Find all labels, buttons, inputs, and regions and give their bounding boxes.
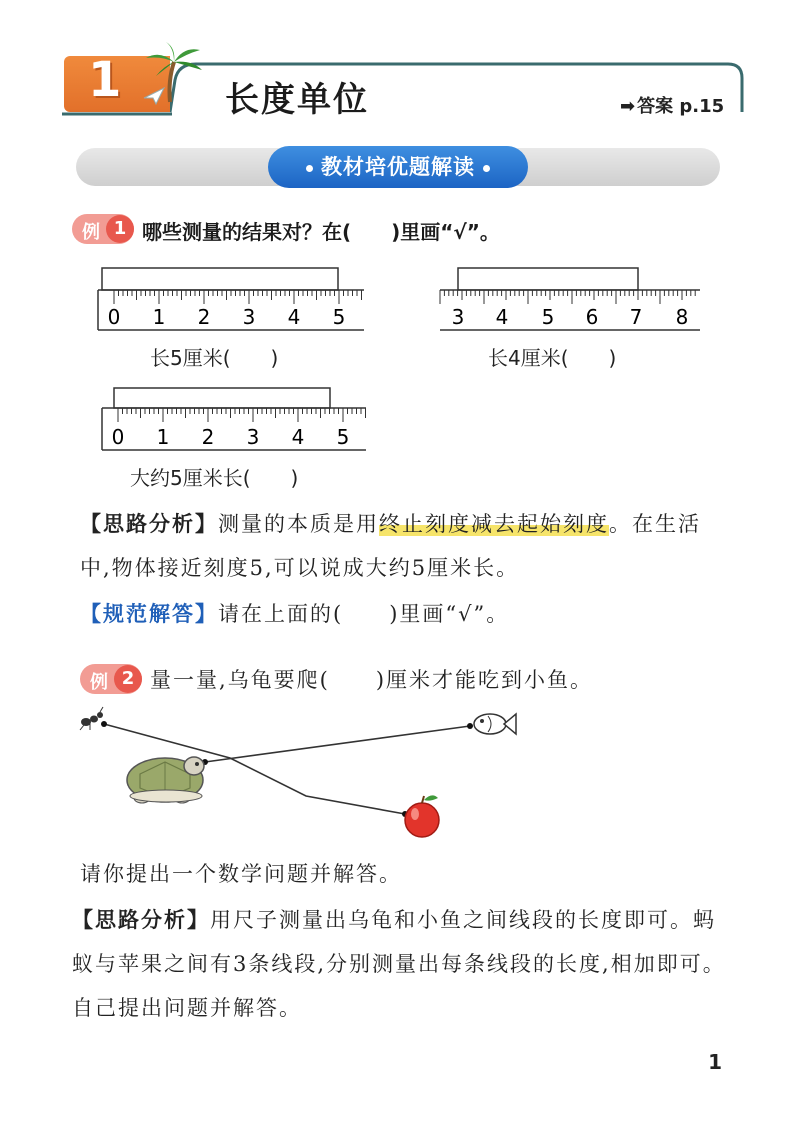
- ruler-tick-label: 8: [675, 305, 689, 329]
- ruler-tick-label: 0: [111, 425, 125, 449]
- analysis-label: 【思路分析】: [80, 512, 218, 536]
- turtle-fish-segment: [205, 726, 470, 762]
- answer-reference: [620, 92, 724, 118]
- fish-icon: [474, 714, 516, 734]
- example-label: 例: [90, 672, 108, 693]
- example-2-tag: [80, 664, 142, 694]
- ruler-2-labels: [452, 305, 689, 329]
- ruler-tick-label: 4: [291, 425, 305, 449]
- ruler-tick-label: 1: [152, 305, 166, 329]
- ruler-tick-label: 0: [107, 305, 121, 329]
- arrow-right-icon: ➡: [620, 96, 636, 117]
- ruler-3: [98, 384, 370, 454]
- analysis-text-post: 。在生活中,物体接近刻度5,可以说成大约5厘米长。: [80, 512, 701, 580]
- bullet-dot-icon: [306, 165, 313, 172]
- example-2-prompt: 请你提出一个数学问题并解答。: [80, 862, 402, 886]
- example-1-analysis: [80, 502, 730, 590]
- analysis-text: 用尺子测量出乌龟和小鱼之间线段的长度即可。蚂蚁与苹果之间有3条线段,分别测量出每条线段的长度,相加即可。自己提出问题并解答。: [72, 908, 726, 1020]
- analysis-text-pre: 测量的本质是用: [218, 512, 379, 536]
- section-banner-text: 教材培优题解读: [321, 155, 475, 179]
- analysis-label: 【思路分析】: [72, 908, 210, 932]
- ruler-tick-label: 1: [156, 425, 170, 449]
- example-label: 例: [82, 222, 100, 243]
- example-2-analysis: [72, 898, 732, 1030]
- bullet-dot-icon: [483, 165, 490, 172]
- example-2-diagram: [70, 700, 530, 850]
- ruler-1: [96, 264, 368, 334]
- answer-label: 【规范解答】: [80, 602, 218, 626]
- analysis-highlight: 终止刻度减去起始刻度: [379, 512, 609, 536]
- ruler-tick-label: 2: [197, 305, 211, 329]
- ruler-ticks: [440, 290, 695, 304]
- example-number: 1: [106, 215, 134, 243]
- ruler-ticks: [114, 290, 362, 304]
- ruler-tick-label: 3: [451, 305, 465, 329]
- ruler-1-caption: 长5厘米( ): [150, 346, 279, 370]
- ruler-2-caption: 长4厘米( ): [488, 346, 617, 370]
- ruler-tick-label: 5: [541, 305, 555, 329]
- ruler-tick-label: 3: [242, 305, 256, 329]
- ruler-tick-label: 4: [287, 305, 301, 329]
- ruler-ticks: [118, 408, 366, 422]
- paper-plane-icon: [142, 86, 166, 106]
- example-2-question: 量一量,乌龟要爬( )厘米才能吃到小鱼。: [150, 668, 594, 692]
- measured-object-bar: [102, 268, 338, 290]
- ant-icon: [80, 707, 103, 730]
- example-1-tag: [72, 214, 134, 244]
- ruler-tick-label: 2: [201, 425, 215, 449]
- answer-text: 请在上面的( )里画“√”。: [218, 602, 510, 626]
- ruler-tick-label: 7: [629, 305, 643, 329]
- ruler-2: [438, 264, 710, 334]
- page-number: 1: [708, 1050, 722, 1074]
- ruler-tick-label: 3: [246, 425, 260, 449]
- ruler-tick-label: 5: [332, 305, 346, 329]
- ruler-3-caption: 大约5厘米长( ): [130, 466, 299, 490]
- ruler-1-labels: [108, 305, 346, 329]
- example-number: 2: [114, 665, 142, 693]
- ruler-tick-label: 5: [336, 425, 350, 449]
- measured-object-bar: [458, 268, 638, 290]
- ruler-tick-label: 6: [585, 305, 599, 329]
- chapter-number: 1: [88, 52, 122, 108]
- section-banner: [268, 146, 528, 188]
- ruler-3-labels: [112, 425, 350, 449]
- example-1-question: 哪些测量的结果对？在( )里画“√”。: [142, 220, 500, 244]
- apple-icon: [405, 795, 439, 837]
- answer-reference-text: 答案 p.15: [637, 96, 725, 117]
- example-1-answer: [80, 592, 730, 636]
- measured-object-bar: [114, 388, 330, 408]
- page-title: 长度单位: [225, 80, 369, 120]
- turtle-icon: [127, 757, 204, 803]
- ruler-tick-label: 4: [495, 305, 509, 329]
